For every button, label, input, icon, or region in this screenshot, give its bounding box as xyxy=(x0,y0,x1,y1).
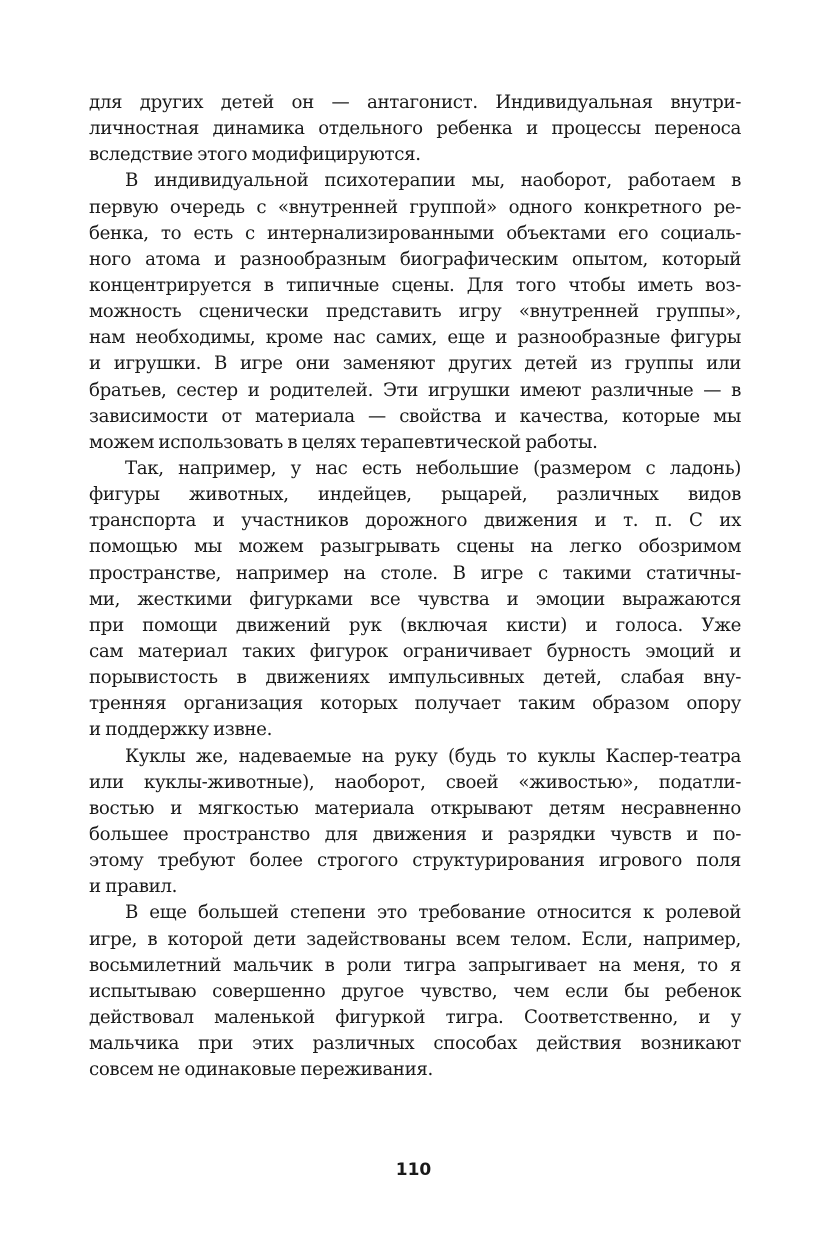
text-line: и игрушки. В игре они заменяют других детей из группы или xyxy=(89,353,741,375)
text-line: при помощи движений рук (включая кисти) и голоса. Уже xyxy=(89,614,741,636)
text-line: можность сценически представить игру «внутренней группы», xyxy=(89,301,741,323)
paragraph xyxy=(89,168,741,456)
text-line: братьев, сестер и родителей. Эти игрушки имеют различные — в xyxy=(89,379,741,401)
paragraph xyxy=(89,456,741,744)
text-line: и поддержку извне. xyxy=(89,719,273,741)
text-line: для других детей он — антагонист. Индивидуальная внутри- xyxy=(89,92,741,113)
page-body xyxy=(89,90,741,1083)
text-line: нам необходимы, кроме нас самих, еще и разнообразные фигуры xyxy=(89,327,741,349)
text-line: пространстве, например на столе. В игре с такими статичны- xyxy=(89,562,741,584)
text-line: зависимости от материала — свойства и качества, которые мы xyxy=(89,405,741,427)
text-line: личностная динамика отдельного ребенка и процессы переноса xyxy=(89,118,741,140)
text-line: востью и мягкостью материала открывают детям несравненно xyxy=(89,797,741,819)
text-line: игре, в которой дети задействованы всем телом. Если, например, xyxy=(89,928,741,950)
text-line: тренняя организация которых получает таким образом опору xyxy=(89,693,741,715)
text-line: помощью мы можем разыгрывать сцены на легко обозримом xyxy=(89,536,741,558)
text-line: транспорта и участников дорожного движения и т. п. С их xyxy=(89,510,741,532)
text-line: действовал маленькой фигуркой тигра. Соответственно, и у xyxy=(89,1006,741,1028)
text-line: порывистость в движениях импульсивных детей, слабая вну- xyxy=(89,667,741,689)
text-line: и правил. xyxy=(89,876,178,898)
text-line: фигуры животных, индейцев, рыцарей, различных видов xyxy=(89,484,741,506)
text-line: бенка, то есть с интернализированными объектами его социаль- xyxy=(89,222,741,244)
paragraph xyxy=(89,90,741,168)
paragraph xyxy=(89,744,741,901)
text-line: Куклы же, надеваемые на руку (будь то куклы Каспер-театра xyxy=(125,745,741,767)
text-line: сам материал таких фигурок ограничивает бурность эмоций и xyxy=(89,640,741,662)
text-line: В еще большей степени это требование относится к ролевой xyxy=(125,902,741,924)
text-line: В индивидуальной психотерапии мы, наоборот, работаем в xyxy=(125,170,741,192)
text-line: можем использовать в целях терапевтической работы. xyxy=(89,431,598,453)
text-line: или куклы-животные), наоборот, своей «живостью», податли- xyxy=(89,771,741,793)
text-line: испытываю совершенно другое чувство, чем если бы ребенок xyxy=(89,980,741,1002)
paragraph xyxy=(89,900,741,1083)
text-line: ного атома и разнообразным биографическим опытом, который xyxy=(89,248,741,270)
text-line: первую очередь с «внутренней группой» одного конкретного ре- xyxy=(89,196,741,218)
text-line: мальчика при этих различных способах действия возникают xyxy=(89,1033,741,1055)
text-line: совсем не одинаковые переживания. xyxy=(89,1059,433,1081)
text-line: ми, жесткими фигурками все чувства и эмоции выражаются xyxy=(89,588,741,610)
text-line: концентрируется в типичные сцены. Для того чтобы иметь воз- xyxy=(89,274,741,296)
page-number: 110 xyxy=(395,1160,432,1180)
text-line: Так, например, у нас есть небольшие (размером с ладонь) xyxy=(125,457,741,479)
text-line: этому требуют более строгого структурирования игрового поля xyxy=(89,850,741,872)
text-line: вследствие этого модифицируются. xyxy=(89,144,421,166)
text-line: большее пространство для движения и разрядки чувств и по- xyxy=(89,823,741,845)
text-line: восьмилетний мальчик в роли тигра запрыгивает на меня, то я xyxy=(89,954,741,976)
